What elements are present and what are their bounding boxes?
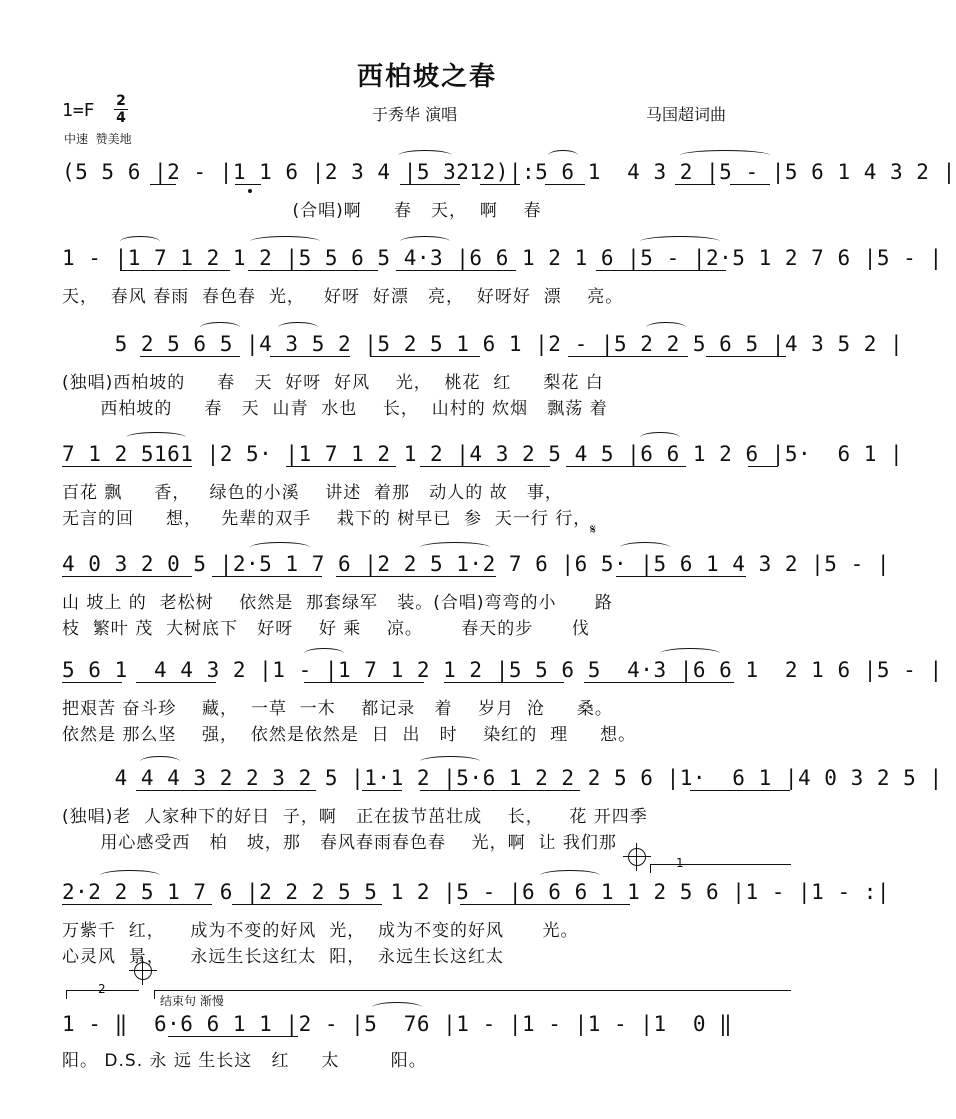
lyric-row-5-verse-1: 山 坡上 的 老松树 依然是 那套绿军 装。(合唱)弯弯的小 路 [62, 593, 613, 613]
underline [420, 466, 550, 467]
slur [420, 756, 480, 767]
segno-mark: 𝄋 [590, 522, 597, 538]
coda-mark [628, 848, 646, 866]
ending-label: 结束句 渐慢 [160, 994, 224, 1008]
first-ending-bracket [650, 864, 791, 873]
coda-mark-2 [134, 962, 152, 980]
underline [362, 790, 402, 791]
slur [200, 322, 240, 333]
underline [370, 356, 480, 357]
underline [235, 184, 261, 185]
key-signature: 1=F [62, 100, 95, 121]
underline [120, 270, 230, 271]
underline [270, 356, 350, 357]
underline [420, 790, 580, 791]
underline [136, 682, 216, 683]
slur [120, 236, 160, 247]
slur [640, 432, 680, 443]
notation-row-9: 1 - ‖ 6·6 6 1 1 |2 - |5 76 |1 - |1 - |1 - |1 0 ‖ [62, 1012, 733, 1036]
slur [400, 236, 450, 247]
underline [396, 270, 516, 271]
notation-row-3: 5 2 5 6 5 |4 3 5 2 |5 2 5 1 6 1 |2 - |5 2 2 5 6 5 |4 3 5 2 | [62, 332, 904, 356]
slur [680, 150, 770, 161]
slur [100, 870, 160, 881]
lyric-row-7-verse-1: (独唱)老 人家种下的好日 子，啊 正在拔节茁壮成 长， 花 开四季 [62, 807, 648, 827]
underline [444, 682, 564, 683]
slur [420, 542, 490, 553]
slur [140, 756, 180, 767]
underline [248, 270, 378, 271]
lyric-row-7-verse-2: 用心感受西 柏 坡，那 春风春雨春色春 光，啊 让 我们那 [62, 833, 617, 853]
lyric-row-8-verse-2: 心灵风 景， 永远生长这红太 阳， 永远生长这红太 [62, 947, 505, 967]
underline [62, 682, 122, 683]
underline [596, 270, 726, 271]
underline [150, 184, 176, 185]
ending-phrase-bracket [154, 990, 791, 999]
slur [278, 322, 318, 333]
underline [748, 466, 778, 467]
underline [286, 466, 396, 467]
underline [336, 576, 496, 577]
lyric-row-3-verse-2: 西柏坡的 春 天 山青 水也 长， 山村的 炊烟 飘荡 着 [62, 399, 608, 419]
underline [400, 184, 460, 185]
slur [646, 322, 686, 333]
composer-credit: 马国超词曲 [646, 105, 727, 124]
underline [545, 184, 585, 185]
underline [566, 466, 686, 467]
lyric-row-6-verse-1: 把艰苦 奋斗珍 藏， 一草 一木 都记录 着 岁月 沧 桑。 [62, 699, 613, 719]
underline [730, 184, 770, 185]
lyric-row-2-verse-1: 天， 春风 春雨 春色春 光， 好呀 好漂 亮， 好呀好 漂 亮。 [62, 287, 624, 307]
slur [660, 648, 720, 659]
underline [584, 682, 734, 683]
underline [690, 790, 790, 791]
underline [140, 356, 240, 357]
slur [250, 236, 320, 247]
underline [675, 184, 715, 185]
lyric-row-9-verse-1: 阳。 D.S. 永 远 生长这 红 太 阳。 [62, 1051, 427, 1071]
underline [568, 356, 688, 357]
underline [168, 1036, 298, 1037]
notation-row-8: 2·2 2 5 1 7 6 |2 2 2 5 5 1 2 |5 - |6 6 6 1 1 2 5 6 |1 - |1 - :| [62, 880, 891, 904]
underline [212, 576, 322, 577]
lyric-row-8-verse-1: 万紫千 红， 成为不变的好风 光， 成为不变的好风 光。 [62, 921, 579, 941]
slur [304, 648, 344, 659]
underline [480, 184, 520, 185]
underline [304, 682, 424, 683]
slur [548, 150, 578, 161]
lyric-row-4-verse-2: 无言的回 想， 先辈的双手 栽下的 树早已 参 天一行 行， [62, 509, 592, 529]
volta-1-label: 1 [676, 856, 684, 870]
low-octave-dot [248, 189, 252, 193]
lyric-row-6-verse-2: 依然是 那么坚 强， 依然是依然是 日 出 时 染红的 理 想。 [62, 725, 637, 745]
slur [250, 542, 310, 553]
slur [640, 236, 720, 247]
underline [232, 904, 382, 905]
underline [616, 576, 746, 577]
song-title: 西柏坡之春 [356, 62, 497, 92]
notation-row-7: 4 4 4 3 2 2 3 2 5 |1·1 2 |5·6 1 2 2 2 5 6 |1· 6 1 |4 0 3 2 5 | [62, 766, 943, 790]
lyric-row-1-verse-1: (合唱)啊 春 天， 啊 春 [62, 201, 542, 221]
lyric-row-3-verse-1: (独唱)西柏坡的 春 天 好呀 好风 光， 桃花 红 梨花 白 [62, 373, 604, 393]
time-bottom: 4 [116, 110, 126, 126]
underline [136, 790, 316, 791]
tempo-marking: 中速 赞美地 [64, 132, 132, 146]
slur [372, 1002, 422, 1013]
notation-row-6: 5 6 1 4 4 3 2 |1 - |1 7 1 2 1 2 |5 5 6 5 4·3 |6 6 1 2 1 6 |5 - | [62, 658, 943, 682]
slur [620, 542, 670, 553]
underline [62, 904, 212, 905]
lyric-row-4-verse-1: 百花 飘 香， 绿色的小溪 讲述 着那 动人的 故 事， [62, 483, 563, 503]
slur [540, 870, 600, 881]
underline [62, 466, 192, 467]
notation-row-1: (5 5 6 |2 - |1 1 6 |2 3 4 |5 3212)|:5 6 1 4 3 2 |5 - |5 6 1 4 3 2 | [62, 160, 956, 184]
volta-2-label: 2 [98, 982, 106, 996]
underline [706, 356, 786, 357]
lyric-row-5-verse-2: 枝 繁叶 茂 大树底下 好呀 好 乘 凉。 春天的步 伐 [62, 619, 590, 639]
notation-row-2: 1 - |1 7 1 2 1 2 |5 5 6 5 4·3 |6 6 1 2 1 6 |5 - |2·5 1 2 7 6 |5 - | [62, 246, 943, 270]
slur [398, 150, 452, 161]
singer-credit: 于秀华 演唱 [372, 105, 458, 124]
underline [460, 904, 630, 905]
notation-row-5: 4 0 3 2 0 5 |2·5 1 7 6 |2 2 5 1·2 7 6 |6 5· |5 6 1 4 3 2 |5 - | [62, 552, 891, 576]
time-signature [114, 94, 128, 125]
time-top: 2 [116, 93, 126, 109]
underline [62, 576, 192, 577]
slur [126, 432, 186, 443]
notation-row-4: 7 1 2 5161 |2 5· |1 7 1 2 1 2 |4 3 2 5 4 5 |6 6 1 2 6 |5· 6 1 | [62, 442, 904, 466]
